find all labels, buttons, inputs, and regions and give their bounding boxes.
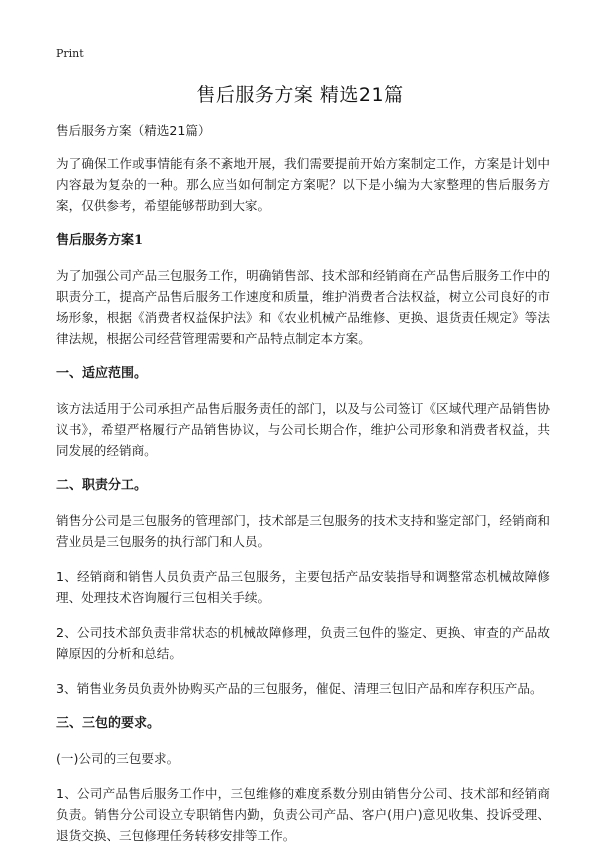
duty-heading: 二、职责分工。	[56, 478, 148, 493]
scope-paragraph: 该方法适用于公司承担产品售后服务责任的部门，以及与公司签订《区域代理产品销售协议书》，希望严格履行产品销售协议，与公司长期合作，维护公司形象和消费者权益，共同发展的经销商。	[56, 401, 550, 458]
duty-item-2: 2、公司技术部负责非常状态的机械故障修理，负责三包件的鉴定、更换、审查的产品故障原因的分析和总结。	[56, 625, 550, 661]
document-subtitle: 售后服务方案（精选21篇）	[56, 123, 211, 138]
requirements-subheading: (一)公司的三包要求。	[56, 751, 180, 766]
duty-item-3: 3、销售业务员负责外协购买产品的三包服务，催促、清理三包旧产品和库存积压产品。	[56, 681, 543, 696]
requirements-item-1: 1、公司产品售后服务工作中，三包维修的难度系数分别由销售分公司、技术部和经销商负责。销售分公司设立专职销售内勤，负责公司产品、客户(用户)意见收集、投诉受理、退货交换、三包修理任务转移安排等工作。	[56, 786, 550, 843]
document-title: 售后服务方案 精选21篇	[196, 84, 404, 106]
section1-heading: 售后服务方案1	[56, 233, 144, 248]
duty-item-1: 1、经销商和销售人员负责产品三包服务，主要包括产品安装指导和调整常态机械故障修理、处理技术咨询履行三包相关手续。	[56, 569, 550, 605]
requirements-heading: 三、三包的要求。	[56, 716, 161, 731]
duty-paragraph: 销售分公司是三包服务的管理部门，技术部是三包服务的技术支持和鉴定部门，经销商和营业员是三包服务的执行部门和人员。	[56, 513, 550, 549]
intro-paragraph: 为了确保工作或事情能有条不紊地开展，我们需要提前开始方案制定工作，方案是计划中内容最为复杂的一种。那么应当如何制定方案呢？以下是小编为大家整理的售后服务方案，仅供参考，希望能够帮助到大家。	[56, 156, 550, 213]
print-link[interactable]: Print	[56, 47, 84, 60]
document-body	[56, 120, 550, 860]
scope-heading: 一、适应范围。	[56, 366, 148, 381]
section1-paragraph: 为了加强公司产品三包服务工作，明确销售部、技术部和经销商在产品售后服务工作中的职责分工，提高产品售后服务工作速度和质量，维护消费者合法权益，树立公司良好的市场形象，根据《消费者权益保护法》和《农业机械产品维修、更换、退货责任规定》等法律法规，根据公司经营管理需要和产品特点制定本方案。	[56, 268, 550, 346]
